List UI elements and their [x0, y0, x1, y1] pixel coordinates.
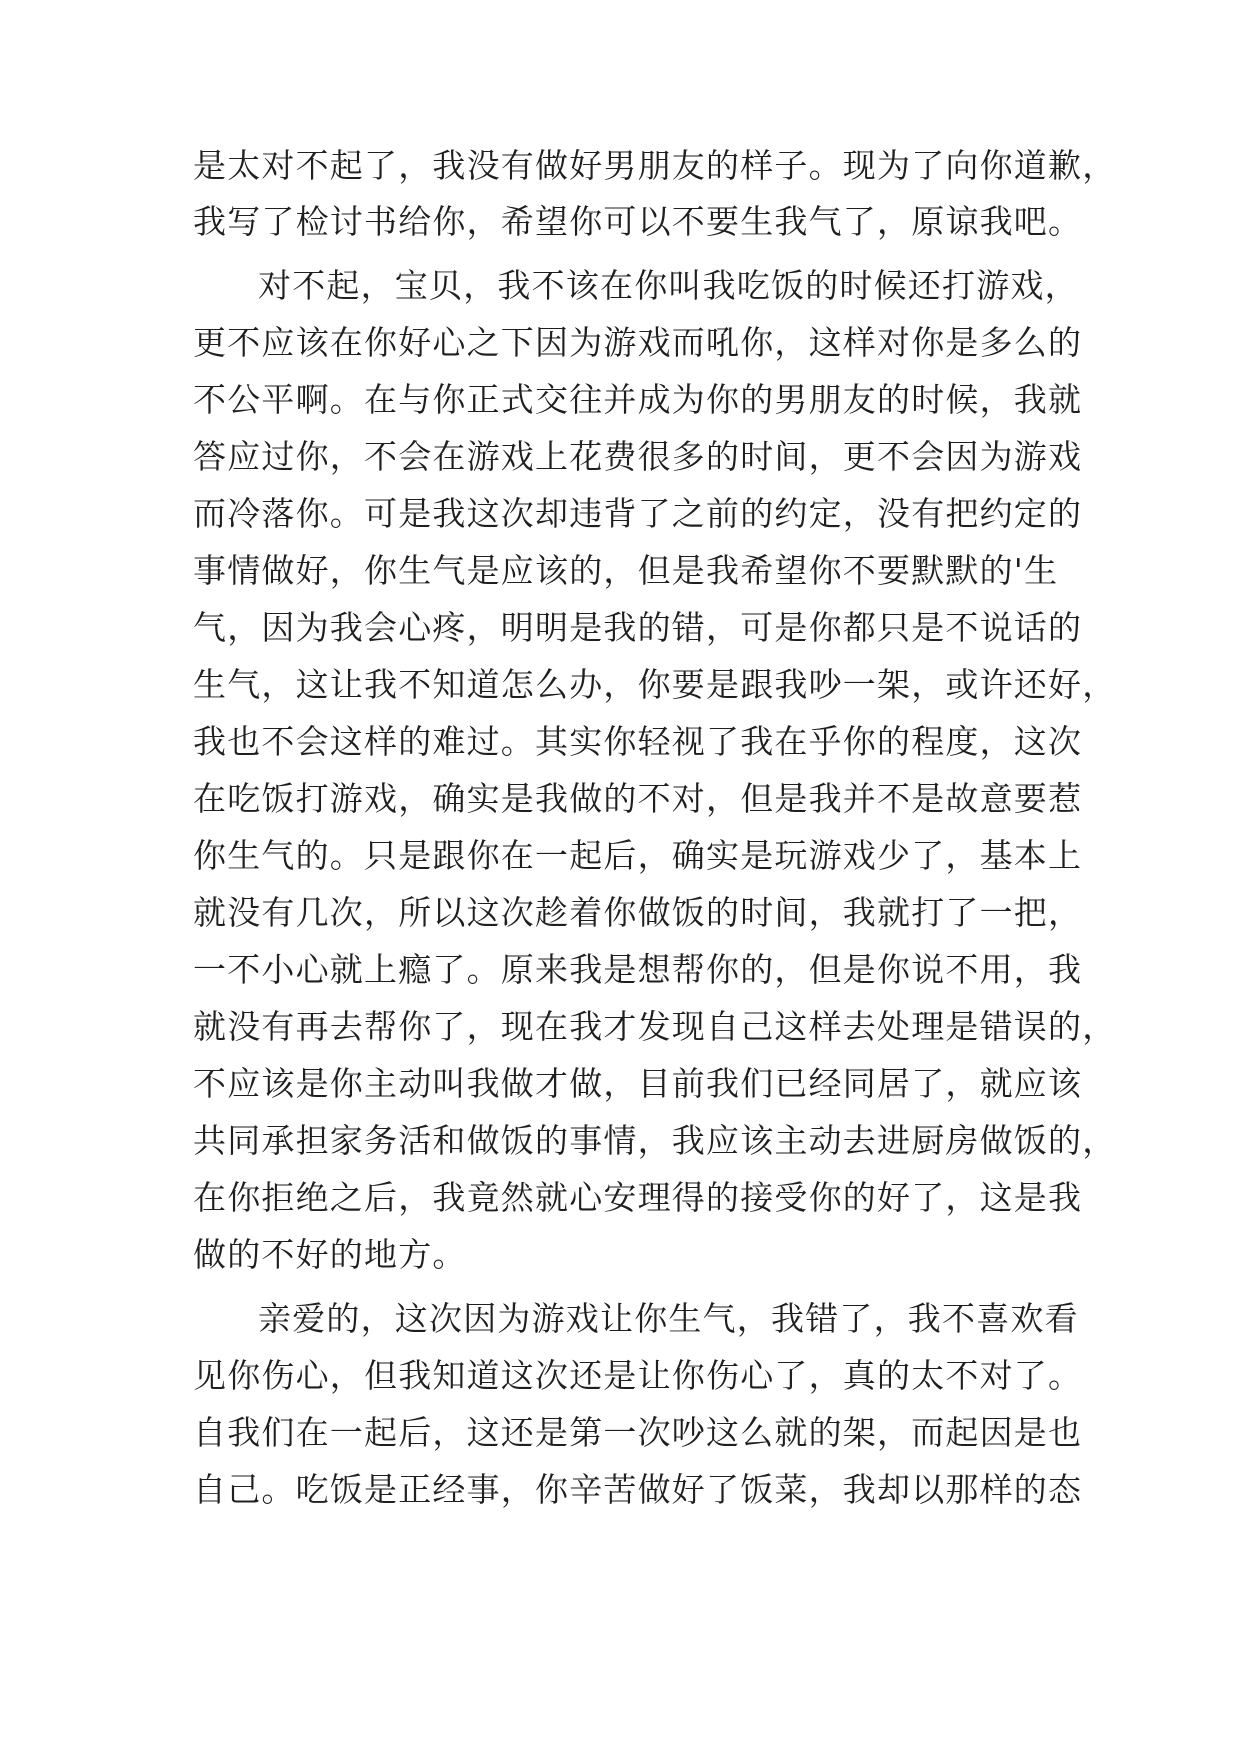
- text-line: 我写了检讨书给你，希望你可以不要生我气了，原谅我吧。: [193, 202, 1083, 241]
- text-line: 自我们在一起后，这还是第一次吵这么就的架，而起因是也: [193, 1413, 1083, 1452]
- text-line: 是太对不起了，我没有做好男朋友的样子。现为了向你道歉，: [193, 146, 1117, 185]
- text-line: 我也不会这样的难过。其实你轻视了我在乎你的程度，这次: [193, 722, 1083, 761]
- text-line: 生气，这让我不知道怎么办，你要是跟我吵一架，或许还好，: [193, 665, 1117, 704]
- text-line: 共同承担家务活和做饭的事情，我应该主动去进厨房做饭的，: [193, 1121, 1117, 1160]
- text-line: 不应该是你主动叫我做才做，目前我们已经同居了，就应该: [193, 1064, 1083, 1103]
- text-line: 就没有几次，所以这次趁着你做饭的时间，我就打了一把，: [193, 893, 1083, 932]
- text-line: 气，因为我会心疼，明明是我的错，可是你都只是不说话的: [193, 608, 1083, 647]
- text-line: 答应过你，不会在游戏上花费很多的时间，更不会因为游戏: [193, 437, 1083, 476]
- text-line: 一不小心就上瘾了。原来我是想帮你的，但是你说不用，我: [193, 950, 1083, 989]
- text-line: 事情做好，你生气是应该的，但是我希望你不要默默的'生: [193, 551, 1059, 590]
- text-line: 而冷落你。可是我这次却违背了之前的约定，没有把约定的: [193, 494, 1083, 533]
- text-line: 见你伤心，但我知道这次还是让你伤心了，真的太不对了。: [193, 1356, 1083, 1395]
- text-line: 自己。吃饭是正经事，你辛苦做好了饭菜，我却以那样的态: [193, 1470, 1083, 1509]
- text-line: 在你拒绝之后，我竟然就心安理得的接受你的好了，这是我: [193, 1178, 1083, 1217]
- text-line: 对不起，宝贝，我不该在你叫我吃饭的时候还打游戏，: [258, 266, 1079, 305]
- text-line: 你生气的。只是跟你在一起后，确实是玩游戏少了，基本上: [193, 836, 1083, 875]
- text-line: 不公平啊。在与你正式交往并成为你的男朋友的时候，我就: [193, 380, 1083, 419]
- text-line: 就没有再去帮你了，现在我才发现自己这样去处理是错误的，: [193, 1007, 1117, 1046]
- text-line: 亲爱的，这次因为游戏让你生气，我错了，我不喜欢看: [258, 1299, 1079, 1338]
- text-line: 做的不好的地方。: [193, 1235, 467, 1274]
- text-line: 更不应该在你好心之下因为游戏而吼你，这样对你是多么的: [193, 323, 1083, 362]
- text-line: 在吃饭打游戏，确实是我做的不对，但是我并不是故意要惹: [193, 779, 1083, 818]
